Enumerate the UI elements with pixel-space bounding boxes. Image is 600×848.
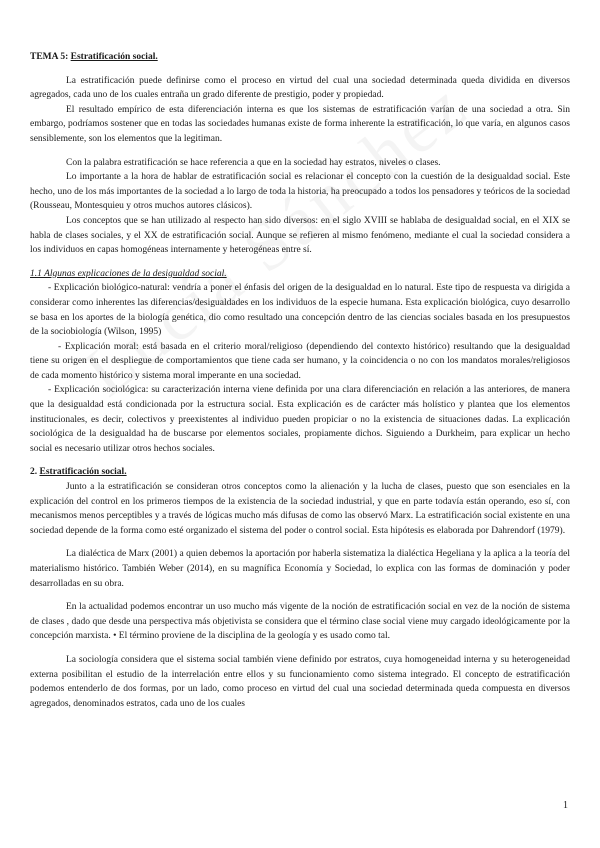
title-prefix: TEMA 5: — [30, 52, 71, 62]
paragraph: El resultado empírico de esta diferenciación interna es que los sistemas de estratificación varían de una sociedad a otra. Sin embargo, podríamos sostener que en todas las sociedades humanas existe de forma inherente la estratificación, lo que varía, en algunos casos sensiblemente, son los elementos que la legitiman. — [30, 104, 570, 144]
paragraph: La estratificación puede definirse como el proceso en virtud del cual una sociedad determinada queda dividida en diversos agregados, cada uno de los cuales entraña un grado diferente de prestigio, poder y propiedad. — [30, 75, 570, 101]
section-number: 2. — [30, 467, 40, 478]
paragraph: Los conceptos que se han utilizado al respecto han sido diversos: en el siglo XVIII se hablaba de desigualdad social, en el XIX se habla de clases sociales, y el XX de estratificación social. Aunque se refieren al mismo fenómeno, mediante el cual la sociedad considera a los individuos en capas homogéneas internamente y heterogéneas entre sí. — [30, 215, 570, 256]
paragraph: Junto a la estratificación se consideran otros conceptos como la alienación y la lucha de clases, puesto que son esenciales en la explicación del control en los primeros tiempos de la existencia de la sociedad industrial, y que en parte todavía están operando, eso sí, con mecanismos menos perceptibles y a través de lógicas mucho más difusas de como las observó Marx. La estratificación social existente en una sociedad depende de la forma como esté organizado el sistema del poder o control social. Esta hipótesis es elaborada por Dahrendorf (1979). — [30, 482, 570, 536]
paragraph: Lo importante a la hora de hablar de estratificación social es relacionar el concepto con la cuestión de la desigualdad social. Este hecho, uno de los más importantes de la sociedad a lo largo de toda la historia, ha preocupado a todos los pensadores y teóricos de la sociedad (Rousseau, Montesquieu y otros muchos autores clásicos). — [30, 172, 570, 212]
page-number: 1 — [563, 800, 568, 811]
list-item: - Explicación biológico-natural: vendría a poner el énfasis del origen de la desigualdad en lo natural. Este tipo de respuesta va dirigida a considerar como inherentes las diferencias/desigualdades en los individuos de la especie humana. Esta explicación biológica, cuyo desarrollo se basa en los aportes de la biología genética, dio como resultado una concepción dentro de las ciencias sociales basada en los presupuestos de la sociobiología (Wilson, 1995) — [30, 283, 570, 338]
page-title — [30, 50, 570, 65]
paragraph: La dialéctica de Marx (2001) a quien debemos la aportación por haberla sistematiza la dialéctica Hegeliana y la aplica a la teoría del materialismo histórico. También Weber (2014), en su magnífica Economía y Sociedad, lo explica con las formas de dominación y poder desarrolladas en su obra. — [30, 549, 570, 589]
document-page — [30, 50, 570, 711]
paragraph: Con la palabra estratificación se hace referencia a que en la sociedad hay estratos, niveles o clases. — [66, 157, 441, 168]
list-item: - Explicación moral: está basada en el criterio moral/religioso (dependiendo del contexto histórico) resultando que la desigualdad tiene su origen en el despliegue de comportamientos que tiene cada ser humano, y la coincidencia o no con los mandatos morales/religiosos de cada momento histórico y sistema moral imperante en una sociedad. — [30, 341, 570, 381]
paragraph: En la actualidad podemos encontrar un uso mucho más vigente de la noción de estratificación social en vez de la noción de sistema de clases , dado que desde una perspectiva más objetivista se considera que el término clase social viene muy cargado ideológicamente por la concepción marxista. • El término proviene de la disciplina de la geología y es usado como tal. — [30, 602, 570, 642]
list-item: - Explicación sociológica: su caracterización interna viene definida por una clara diferenciación en relación a las anteriores, de manera que la desigualdad está condicionada por la estructura social. Esta explicación es de carácter más holístico y plantea que los elementos institucionales, es decir, colectivos y preexistentes al individuo pueden propiciar o no la existencia de situaciones dadas. La explicación sociológica de la desigualdad ha de buscarse por elementos sociales, propiamente dichos. Siguiendo a Durkheim, para explicar un hecho social es necesario utilizar otros hechos sociales. — [30, 385, 570, 454]
section-heading — [30, 465, 570, 480]
title-text: Estratificación social. — [70, 52, 158, 62]
paragraph: La sociología considera que el sistema social también viene definido por estratos, cuya homogeneidad interna y su heterogeneidad externa posibilitan el estudio de la interrelación entre ellos y su funcionamiento como sistema integrado. El concepto de estratificación podemos entenderlo de dos formas, por un lado, como proceso en virtud del cual una sociedad determinada queda compuesta en diversos agregados, denominados estratos, cada uno de los cuales — [30, 654, 570, 709]
section-title: Estratificación social. — [39, 467, 127, 478]
subsection-heading: 1.1 Algunas explicaciones de la desigualdad social. — [30, 268, 227, 279]
